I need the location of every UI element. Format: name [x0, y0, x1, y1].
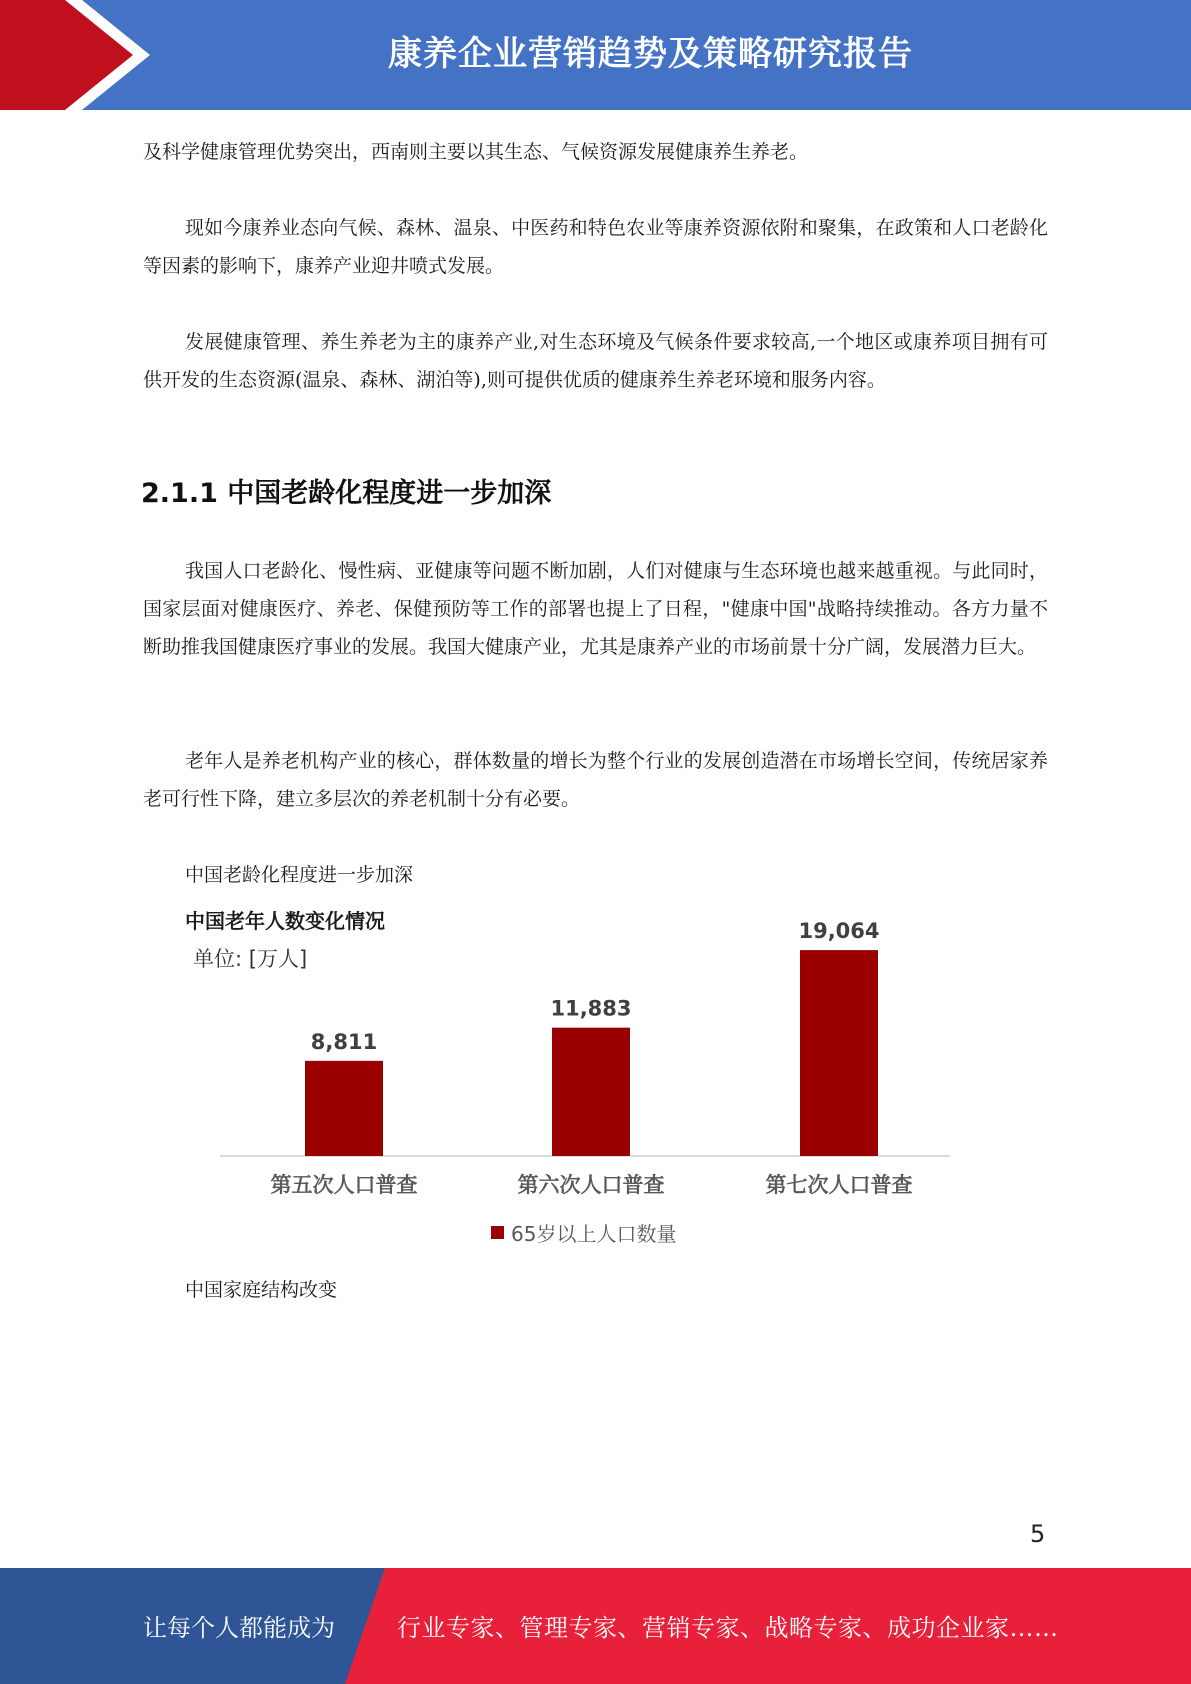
page-number: 5	[1030, 1520, 1046, 1548]
paragraph-elderly-core: 老年人是养老机构产业的核心，群体数量的增长为整个行业的发展创造潜在市场增长空间，传统居家养老可行性下降，建立多层次的养老机制十分有必要。	[143, 750, 1048, 810]
chart-bar	[552, 1028, 630, 1156]
figure-caption-family: 中国家庭结构改变	[185, 1279, 338, 1301]
paragraph-ecological-resources: 发展健康管理、养生养老为主的康养产业,对生态环境及气候条件要求较高,一个地区或康养项目拥有可供开发的生态资源(温泉、森林、湖泊等),则可提供优质的健康养生养老环境和服务内容。	[143, 331, 1048, 391]
chart-title: 中国老年人数变化情况	[185, 909, 385, 933]
chart-bar	[305, 1061, 383, 1156]
paragraph-aging-issues: 我国人口老龄化、慢性病、亚健康等问题不断加剧，人们对健康与生态环境也越来越重视。与此同时，国家层面对健康医疗、养老、保健预防等工作的部署也提上了日程，"健康中国"战略持续推动。各方力量不断助推我国健康医疗事业的发展。我国大健康产业，尤其是康养产业的市场前景十分广阔，发展潜力巨大。	[143, 560, 1048, 658]
chart-legend-swatch	[491, 1226, 504, 1239]
chart-data-label: 11,883	[550, 996, 632, 1021]
chart-category-label: 第七次人口普查	[765, 1173, 913, 1197]
chart-unit-label: 单位: [万人]	[193, 947, 308, 971]
chart-data-label: 8,811	[310, 1029, 378, 1054]
footer-slogan-right: 行业专家、管理专家、营销专家、战略专家、成功企业家……	[397, 1614, 1059, 1642]
page-footer	[0, 1568, 1191, 1684]
section-heading: 2.1.1 中国老龄化程度进一步加深	[141, 478, 552, 509]
footer-slogan-left: 让每个人都能成为	[143, 1614, 335, 1642]
chart-bar	[800, 950, 878, 1156]
chart-data-label: 19,064	[798, 919, 880, 944]
chart-category-label: 第六次人口普查	[517, 1173, 665, 1197]
paragraph-kangyang-development: 现如今康养业态向气候、森林、温泉、中医药和特色农业等康养资源依附和聚集，在政策和人口老龄化等因素的影响下，康养产业迎井喷式发展。	[143, 217, 1048, 277]
figure-caption-aging: 中国老龄化程度进一步加深	[185, 864, 414, 886]
paragraph-continued: 及科学健康管理优势突出，西南则主要以其生态、气候资源发展健康养生养老。	[143, 141, 809, 163]
page-header	[0, 0, 1191, 110]
chart-category-label: 第五次人口普查	[270, 1173, 418, 1197]
chart-legend-label: 65岁以上人口数量	[511, 1222, 677, 1246]
report-title: 康养企业营销趋势及策略研究报告	[388, 34, 913, 74]
